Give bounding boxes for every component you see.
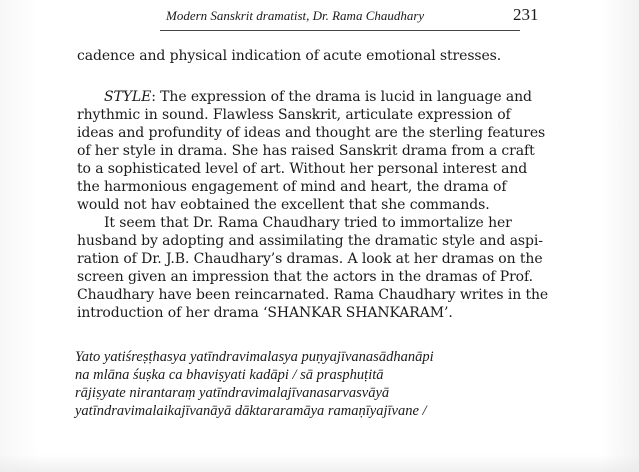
second-paragraph-first-line: It seem that Dr. Rama Chaudhary tried to immortalize her: [104, 215, 512, 231]
running-head: Modern Sanskrit dramatist, Dr. Rama Chaudhary: [166, 8, 425, 23]
page-number: 231: [513, 5, 539, 24]
second-paragraph-line: Chaudhary have been reincarnated. Rama Chaudhary writes in the: [77, 287, 549, 303]
style-paragraph-line: to a sophisticated level of art. Without her personal interest and: [77, 161, 528, 177]
style-paragraph-line: ideas and profundity of ideas and thought are the sterling features: [77, 125, 546, 141]
verse-line: na mlāna śuṣka ca bhaviṣyati kadāpi / sā prasphuṭitā: [75, 367, 384, 383]
header-rule: [160, 30, 520, 31]
style-paragraph-line: of her style in drama. She has raised Sanskrit drama from a craft: [77, 143, 535, 159]
second-paragraph-line: screen given an impression that the actors in the dramas of Prof.: [77, 269, 533, 285]
style-paragraph-first-line: [104, 88, 532, 106]
verse-line: Yato yatiśreṣṭhasya yatīndravimalasya puṇyajīvanasādhanāpi: [75, 349, 434, 365]
verse-line: yatīndravimalaikajīvanāyā dāktararamāya ramaṇīyajīvane /: [75, 403, 427, 419]
verse-line: rājiṣyate nirantaraṃ yatīndravimalajīvanasarvasvāyā: [75, 385, 390, 401]
page-edge-shadow: [0, 454, 639, 472]
second-paragraph-line: introduction of her drama ‘SHANKAR SHANKARAM’.: [77, 305, 453, 321]
body-line: cadence and physical indication of acute emotional stresses.: [77, 48, 502, 64]
style-paragraph-line: would not hav eobtained the excellent that she commands.: [77, 197, 490, 213]
style-paragraph-line: the harmonious engagement of mind and heart, the drama of: [77, 179, 507, 195]
style-paragraph-text: : The expression of the drama is lucid in language and: [151, 89, 532, 105]
style-paragraph-line: rhythmic in sound. Flawless Sanskrit, articulate expression of: [77, 107, 511, 123]
second-paragraph-line: husband by adopting and assimilating the dramatic style and aspi-: [77, 233, 543, 249]
second-paragraph-line: ration of Dr. J.B. Chaudhary’s dramas. A look at her dramas on the: [77, 251, 543, 267]
style-label: STYLE: [104, 89, 152, 105]
